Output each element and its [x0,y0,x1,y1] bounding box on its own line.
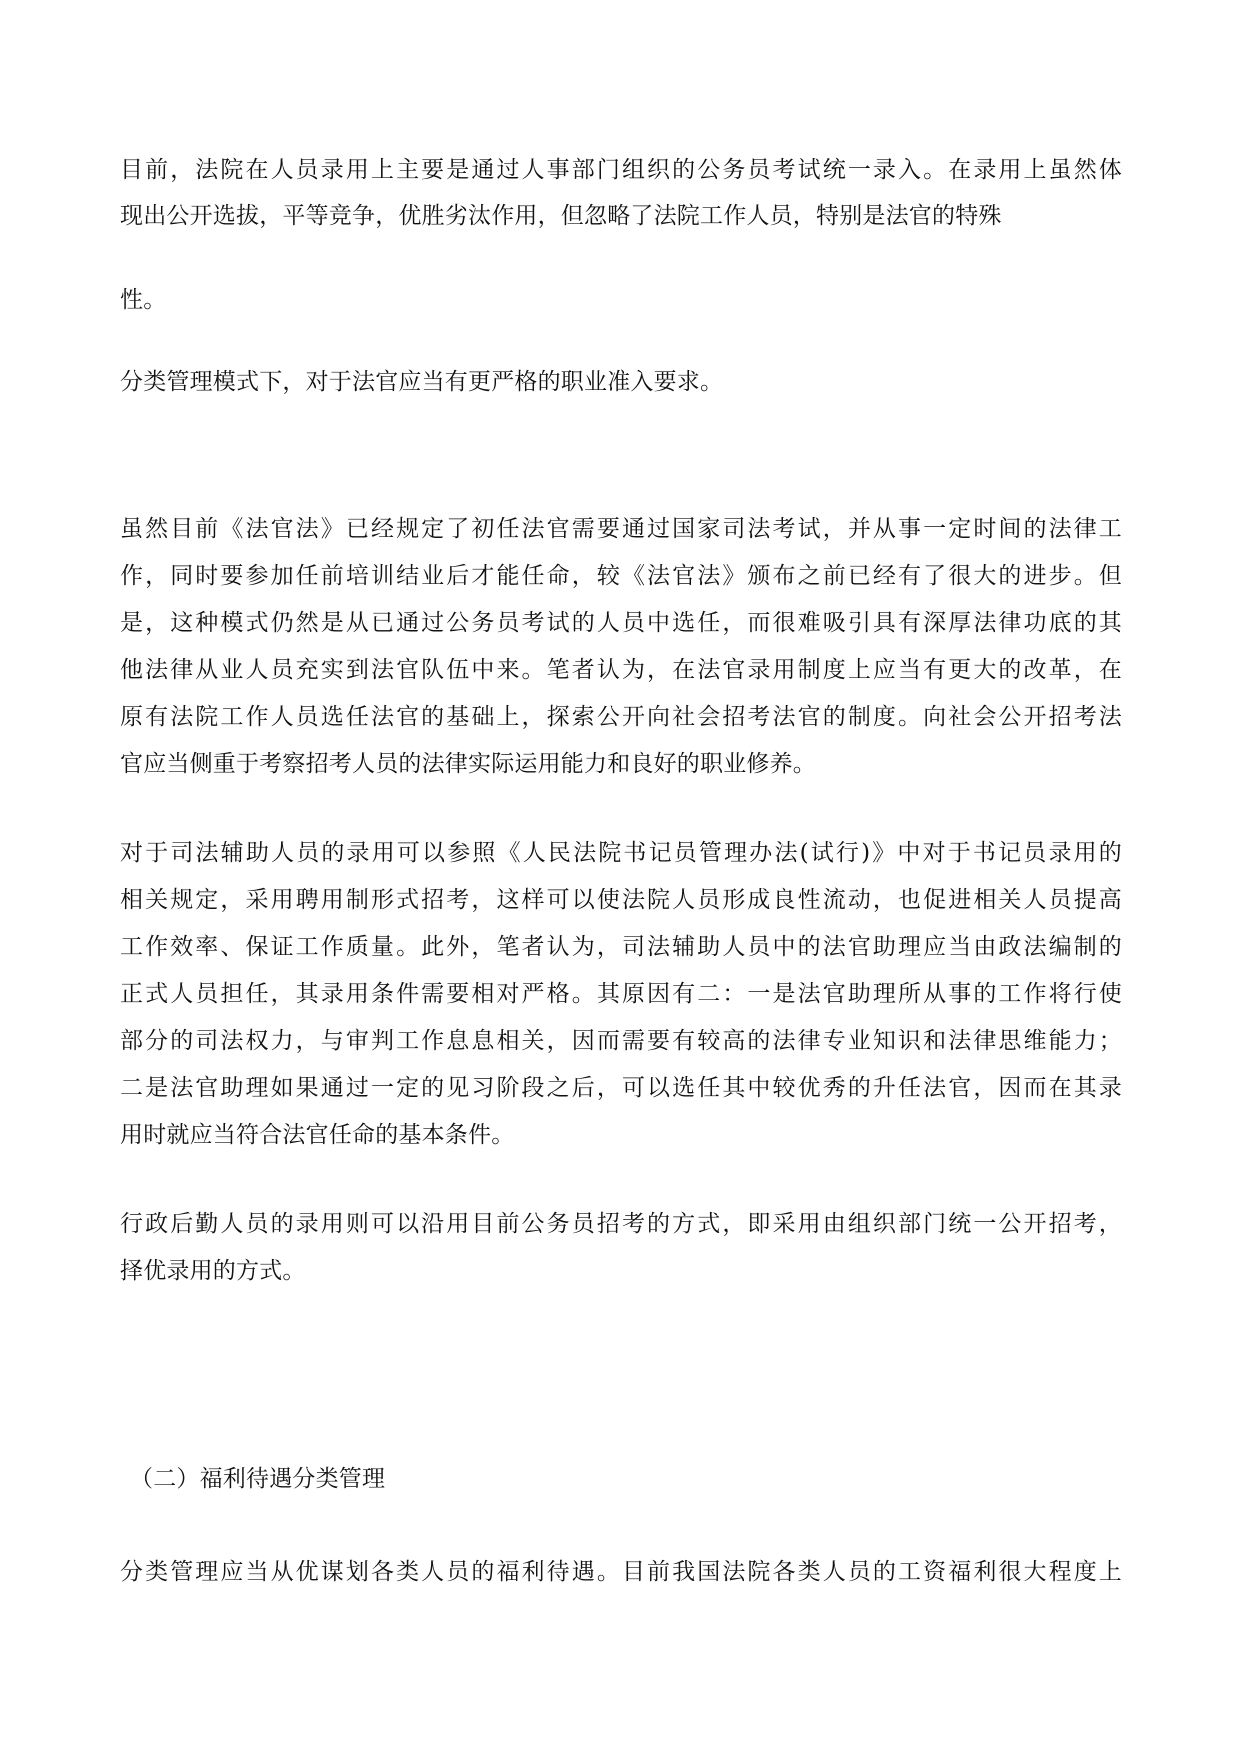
paragraph-3-line-6: 官应当侧重于考察招考人员的法律实际运用能力和良好的职业修养。 [120,751,816,777]
paragraph-2-line-1: 分类管理模式下，对于法官应当有更严格的职业准入要求。 [120,369,724,395]
paragraph-1-line-3: 性。 [120,287,167,313]
paragraph-4-line-3: 工作效率、保证工作质量。此外，笔者认为，司法辅助人员中的法官助理应当由政法编制的 [120,934,1122,960]
paragraph-5-line-1: 行政后勤人员的录用则可以沿用目前公务员招考的方式，即采用由组织部门统一公开招考， [120,1211,1122,1237]
paragraph-3-line-3: 是，这种模式仍然是从已通过公务员考试的人员中选任，而很难吸引具有深厚法律功底的其 [120,610,1122,636]
paragraph-3-line-4: 他法律从业人员充实到法官队伍中来。笔者认为，在法官录用制度上应当有更大的改革，在 [120,657,1122,683]
paragraph-4-line-6: 二是法官助理如果通过一定的见习阶段之后，可以选任其中较优秀的升任法官，因而在其录 [120,1075,1122,1101]
paragraph-3-line-2: 作，同时要参加任前培训结业后才能任命，较《法官法》颁布之前已经有了很大的进步。但 [120,563,1122,589]
paragraph-4-line-5: 部分的司法权力，与审判工作息息相关，因而需要有较高的法律专业知识和法律思维能力； [120,1028,1122,1054]
section-heading: （二）福利待遇分类管理 [130,1466,386,1492]
paragraph-3-line-1: 虽然目前《法官法》已经规定了初任法官需要通过国家司法考试，并从事一定时间的法律工 [120,516,1122,542]
paragraph-6-line-1: 分类管理应当从优谋划各类人员的福利待遇。目前我国法院各类人员的工资福利很大程度上 [120,1559,1122,1585]
paragraph-5-line-2: 择优录用的方式。 [120,1258,306,1284]
paragraph-4-line-1: 对于司法辅助人员的录用可以参照《人民法院书记员管理办法(试行)》中对于书记员录用的 [120,840,1122,866]
paragraph-1-line-2: 现出公开选拔，平等竞争，优胜劣汰作用，但忽略了法院工作人员，特别是法官的特殊 [120,203,1002,229]
paragraph-1-line-1: 目前，法院在人员录用上主要是通过人事部门组织的公务员考试统一录入。在录用上虽然体 [120,157,1122,183]
paragraph-4-line-4: 正式人员担任，其录用条件需要相对严格。其原因有二：一是法官助理所从事的工作将行使 [120,981,1122,1007]
paragraph-3-line-5: 原有法院工作人员选任法官的基础上，探索公开向社会招考法官的制度。向社会公开招考法 [120,704,1122,730]
paragraph-4-line-2: 相关规定，采用聘用制形式招考，这样可以使法院人员形成良性流动，也促进相关人员提高 [120,887,1122,913]
paragraph-4-line-7: 用时就应当符合法官任命的基本条件。 [120,1122,515,1148]
